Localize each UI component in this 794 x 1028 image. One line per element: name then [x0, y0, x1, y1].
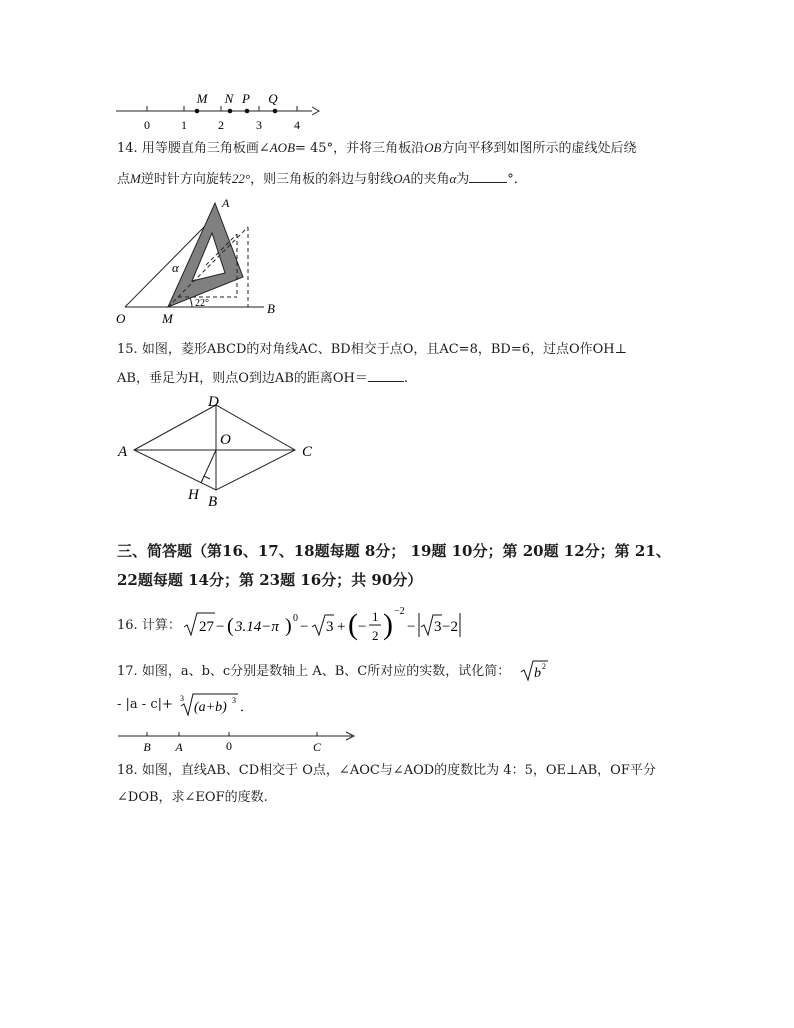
question-17-line-1: 17. 如图，a、b、c分别是数轴上 A、B、C所对应的实数，试化简： [117, 664, 511, 679]
svg-text:3: 3 [326, 619, 334, 635]
label-h: H [188, 487, 199, 503]
svg-text:(: ( [348, 608, 358, 641]
svg-text:3: 3 [180, 694, 184, 703]
answer-blank [469, 168, 507, 183]
cube-root-expression [180, 690, 254, 720]
sqrt-b-squared [520, 657, 550, 685]
question-14-line-1: 14. 用等腰直角三角板画∠AOB= 45°，并将三角板沿OB方向平移到如图所示的虚线处后绕 [117, 140, 637, 156]
tick-label-2: 2 [218, 118, 224, 132]
question-16-expression [182, 603, 462, 649]
question-17-line-2: - |a - c|+ [117, 697, 173, 712]
point-label-n: N [224, 91, 234, 106]
triangle-ruler-figure [112, 195, 292, 327]
label-d: D [208, 394, 219, 410]
point-label-q: Q [268, 91, 278, 106]
svg-text:3: 3 [232, 696, 236, 705]
label-o: O [116, 311, 126, 326]
question-18-line-2: ∠DOB，求∠EOF的度数. [117, 790, 268, 805]
label-b: B [208, 494, 218, 510]
question-number: 17. [117, 664, 138, 679]
question-number: 16. [117, 618, 138, 633]
label-alpha: α [172, 260, 179, 275]
svg-text:−: − [407, 619, 416, 635]
svg-text:−2: −2 [394, 606, 405, 617]
question-15-line-2: AB，垂足为H，则点O到边AB的距离OH＝ . [117, 367, 408, 389]
svg-text:2: 2 [542, 662, 546, 671]
question-15-line-1: 15. 如图，菱形ABCD的对角线AC、BD相交于点O，且AC=8，BD=6，过点O作OH⊥ [117, 342, 627, 357]
label-o: O [220, 432, 231, 448]
point-label-p: P [242, 91, 250, 106]
svg-text:27: 27 [199, 619, 214, 635]
question-number: 14. [117, 141, 138, 156]
svg-text:3.14−π: 3.14−π [235, 619, 279, 635]
svg-text:−2: −2 [442, 619, 458, 635]
label-a: A [222, 196, 230, 210]
label-m: M [162, 311, 173, 326]
svg-text:2: 2 [372, 628, 379, 643]
tick-label-0: 0 [144, 118, 150, 132]
question-number: 15. [117, 342, 138, 357]
tick-label-4: 4 [294, 118, 300, 132]
axis-label-b: B [143, 740, 151, 754]
svg-text:): ) [383, 608, 393, 641]
svg-text:(a+b): (a+b) [194, 700, 227, 715]
svg-text:3: 3 [434, 619, 442, 635]
svg-text:1: 1 [372, 609, 379, 624]
tick-label-3: 3 [256, 118, 262, 132]
label-22-degree: 22° [195, 298, 209, 309]
section-heading-line-2: 22题每题 14分；第 23题 16分；共 90分） [117, 571, 423, 589]
svg-text:−: − [216, 619, 225, 635]
point-label-m: M [196, 91, 208, 106]
question-14-line-2: 点M逆时针方向旋转22°，则三角板的斜边与射线OA的夹角α为 °． [117, 168, 527, 190]
question-16-label: 16. 计算： [117, 618, 181, 633]
rhombus-figure [112, 390, 327, 512]
question-number: 18. [117, 763, 138, 778]
number-line-figure-bac [112, 726, 362, 756]
section-heading: 三、简答题（第16、17、18题每题 8分； 19题 10分；第 20题 12分；第 21、 [117, 542, 671, 560]
svg-text:): ) [285, 615, 292, 637]
svg-text:+: + [337, 619, 346, 635]
svg-text:b: b [534, 666, 541, 681]
answer-blank [368, 367, 404, 382]
svg-text:．: ． [240, 699, 254, 714]
svg-text:0: 0 [293, 613, 298, 624]
label-b: B [267, 301, 275, 316]
axis-label-a: A [175, 740, 183, 754]
axis-label-0: 0 [226, 739, 232, 753]
svg-text:−: − [300, 619, 309, 635]
svg-text:(: ( [227, 615, 234, 637]
question-18-line-1: 18. 如图，直线AB、CD相交于 O点，∠AOC与∠AOD的度数比为 4：5，OE⊥AB，OF平分 [117, 763, 656, 778]
svg-text:−: − [358, 619, 367, 635]
label-a: A [118, 444, 128, 460]
label-c: C [302, 444, 313, 460]
axis-label-c: C [312, 740, 322, 754]
tick-label-1: 1 [181, 118, 187, 132]
number-line-figure-mnpq [112, 88, 322, 134]
